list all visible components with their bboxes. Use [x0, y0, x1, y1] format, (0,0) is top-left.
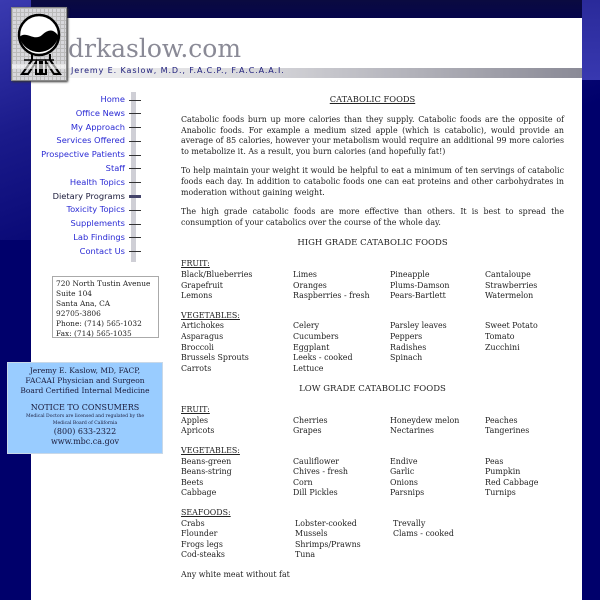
- food-item: Cucumbers: [293, 331, 339, 341]
- top-bar: [31, 0, 582, 18]
- nav-label: My Approach: [70, 121, 125, 132]
- nav-tick-icon: [129, 251, 141, 252]
- address-line: Santa Ana, CA: [56, 299, 111, 309]
- low-veg-label: VEGETABLES:: [181, 446, 240, 456]
- food-item: Leeks - cooked: [293, 353, 353, 363]
- nav-label: Prospective Patients: [41, 149, 125, 160]
- nav-tick-icon: [129, 155, 141, 156]
- low-veg-grid: [181, 457, 564, 499]
- nav-tick-icon: [129, 100, 141, 101]
- low-fruit-label: FRUIT:: [181, 405, 210, 415]
- food-item: Cod-steaks: [181, 550, 225, 560]
- white-meat-note: Any white meat without fat: [181, 570, 290, 579]
- nav-item-office-news[interactable]: [40, 107, 140, 121]
- nav-item-supplements[interactable]: [40, 217, 140, 231]
- phone-line: Phone: (714) 565-1032: [56, 319, 142, 329]
- food-item: [485, 353, 565, 364]
- fax-line: Fax: (714) 565-1035: [56, 329, 132, 339]
- nav-tick-icon: [129, 168, 141, 169]
- license-line: FACAAI Physician and Surgeon: [25, 376, 145, 385]
- food-item: Cantaloupe: [485, 269, 531, 279]
- food-item: Lobster-cooked: [295, 518, 357, 528]
- nav-label: Toxicity Topics: [66, 204, 125, 215]
- nav-label: Health Topics: [69, 176, 125, 187]
- high-veg-label: VEGETABLES:: [181, 310, 240, 320]
- food-item: Beans-green: [181, 456, 232, 466]
- food-item: Pears-Bartlett: [390, 291, 446, 301]
- nav-item-toxicity-topics[interactable]: [40, 203, 140, 217]
- food-item: Trevally: [393, 518, 426, 528]
- food-item: Shrimps/Prawns: [295, 539, 361, 549]
- nav-label: Lab Findings: [73, 231, 125, 242]
- sidebar-nav: [40, 93, 140, 259]
- site-name: drkaslow.com: [68, 34, 242, 63]
- food-item: Lemons: [181, 291, 213, 301]
- high-fruit-grid: [181, 270, 564, 302]
- food-item: Cabbage: [181, 488, 217, 498]
- food-item: Peas: [485, 456, 504, 466]
- food-item: Brussels Sprouts: [181, 353, 249, 363]
- food-item: [393, 550, 513, 561]
- food-item: Strawberries: [485, 280, 538, 290]
- food-item: Watermelon: [485, 291, 534, 301]
- food-item: [485, 364, 565, 375]
- food-item: Eggplant: [293, 342, 330, 352]
- food-item: Cherries: [293, 415, 328, 425]
- high-veg-grid: [181, 321, 564, 374]
- food-item: Red Cabbage: [485, 477, 539, 487]
- food-item: Spinach: [390, 353, 423, 363]
- nav-item-lab-findings[interactable]: [40, 231, 140, 245]
- food-item: Beans-string: [181, 467, 232, 477]
- nav-label: Dietary Programs: [52, 190, 125, 201]
- food-item: Radishes: [390, 342, 427, 352]
- main-content: [181, 93, 564, 581]
- food-item: Turnips: [485, 488, 516, 498]
- nav-item-contact-us[interactable]: [40, 245, 140, 259]
- nav-tick-icon: [129, 182, 141, 183]
- address-line: 92705-3806: [56, 309, 101, 319]
- notice-small-line: Medical Doctors are licensed and regulated by the: [25, 414, 145, 419]
- intro-paragraph: Catabolic foods burn up more calories than they supply. Catabolic foods are the opposite of Anabolic foods. For example a medium sized apple (which is catabolic), would provide an average of 85 calories, however your metabolism would require an additional 99 more calories to metabolize it. As a result, you burn calories (and hopefully fat!): [181, 115, 564, 156]
- food-item: Grapefruit: [181, 280, 223, 290]
- nav-label: Home: [100, 94, 125, 104]
- address-line: 720 North Tustin Avenue: [56, 279, 151, 288]
- food-item: Raspberries - fresh: [293, 291, 370, 301]
- food-item: Tangerines: [485, 426, 530, 436]
- food-item: Onions: [390, 477, 418, 487]
- seafood-label: SEAFOODS:: [181, 508, 231, 518]
- food-item: Asparagus: [181, 331, 224, 341]
- high-grade-title: HIGH GRADE CATABOLIC FOODS: [297, 238, 448, 249]
- nav-tick-active-icon: [129, 195, 141, 198]
- food-item: Flounder: [181, 529, 218, 539]
- food-item: [393, 540, 513, 551]
- servings-paragraph: To help maintain your weight it would be helpful to eat a minimum of ten servings of catabolic foods each day. In addition to catabolic foods one can eat proteins and other carbohydrates in moderation without gaining weight.: [181, 166, 564, 197]
- food-item: Pumpkin: [485, 467, 521, 477]
- food-item: Garlic: [390, 467, 415, 477]
- food-item: Peaches: [485, 415, 518, 425]
- nav-item-prospective-patients[interactable]: [40, 148, 140, 162]
- food-item: Zucchini: [485, 342, 520, 352]
- nav-label: Supplements: [70, 218, 125, 229]
- food-item: Beets: [181, 477, 204, 487]
- address-line: Suite 104: [56, 289, 92, 299]
- nav-item-my-approach[interactable]: [40, 121, 140, 135]
- food-item: Endive: [390, 456, 418, 466]
- nav-item-health-topics[interactable]: [40, 176, 140, 190]
- low-grade-title: LOW GRADE CATABOLIC FOODS: [299, 384, 446, 395]
- nav-tick-icon: [129, 210, 141, 211]
- food-item: Clams - cooked: [393, 529, 454, 539]
- food-item: Tuna: [295, 550, 316, 560]
- food-item: Frogs legs: [181, 539, 223, 549]
- medical-board-phone: (800) 633-2322: [53, 427, 117, 436]
- license-line: Board Certified Internal Medicine: [20, 386, 150, 395]
- food-item: Black/Blueberries: [181, 269, 253, 279]
- food-item: Dill Pickles: [293, 488, 338, 498]
- food-item: Honeydew melon: [390, 415, 460, 425]
- nav-item-staff[interactable]: [40, 162, 140, 176]
- nav-tick-icon: [129, 127, 141, 128]
- food-item: Plums-Damson: [390, 280, 450, 290]
- page-title: CATABOLIC FOODS: [329, 94, 416, 104]
- low-fruit-grid: [181, 416, 564, 437]
- food-item: Lettuce: [293, 363, 324, 373]
- nav-item-home[interactable]: [40, 93, 140, 107]
- address-box: [52, 276, 159, 338]
- yin-yang-flask-logo-icon: [12, 8, 66, 80]
- food-item: Pineapple: [390, 269, 430, 279]
- license-notice: [7, 362, 163, 454]
- food-item: Celery: [293, 321, 320, 331]
- food-item: Carrots: [181, 363, 212, 373]
- food-item: Chives - fresh: [293, 467, 348, 477]
- food-item: Cauliflower: [293, 456, 340, 466]
- medical-board-link[interactable]: www.mbc.ca.gov: [50, 437, 120, 446]
- nav-tick-icon: [129, 113, 141, 114]
- license-line: Jeremy E. Kaslow, MD, FACP,: [29, 366, 141, 375]
- food-item: Peppers: [390, 331, 423, 341]
- notice-small-line: Medical Board of California: [52, 421, 118, 426]
- nav-tick-icon: [129, 237, 141, 238]
- nav-label: Services Offered: [56, 135, 125, 146]
- food-item: Broccoli: [181, 342, 214, 352]
- food-item: Apricots: [181, 426, 215, 436]
- food-item: Mussels: [295, 529, 328, 539]
- seafood-grid: [181, 519, 564, 561]
- nav-label: Staff: [105, 162, 125, 173]
- food-item: Nectarines: [390, 426, 434, 436]
- site-subtitle: Jeremy E. Kaslow, M.D., F.A.C.P., F.A.C.A.A.I.: [71, 66, 285, 75]
- food-item: Parsley leaves: [390, 321, 447, 331]
- nav-tick-icon: [129, 141, 141, 142]
- food-item: Parsnips: [390, 488, 425, 498]
- nav-tick-icon: [129, 224, 141, 225]
- food-item: [390, 364, 485, 375]
- high-grade-paragraph: The high grade catabolic foods are more effective than others. It is best to spread the consumption of your catabolics over the course of the whole day.: [181, 207, 564, 227]
- nav-label: Office News: [75, 107, 125, 118]
- nav-item-services-offered[interactable]: [40, 134, 140, 148]
- food-item: Apples: [181, 415, 209, 425]
- food-item: Grapes: [293, 426, 322, 436]
- nav-item-dietary-programs[interactable]: [40, 190, 140, 204]
- notice-title: NOTICE TO CONSUMERS: [30, 403, 140, 412]
- food-item: Artichokes: [181, 321, 224, 331]
- nav-label: Contact Us: [79, 245, 125, 256]
- high-fruit-label: FRUIT:: [181, 259, 210, 269]
- right-gradient: [582, 0, 600, 80]
- food-item: Corn: [293, 477, 313, 487]
- food-item: Tomato: [485, 331, 515, 341]
- food-item: Limes: [293, 269, 317, 279]
- site-logo[interactable]: [11, 7, 67, 81]
- food-item: Oranges: [293, 280, 327, 290]
- food-item: Sweet Potato: [485, 321, 538, 331]
- food-item: Crabs: [181, 518, 205, 528]
